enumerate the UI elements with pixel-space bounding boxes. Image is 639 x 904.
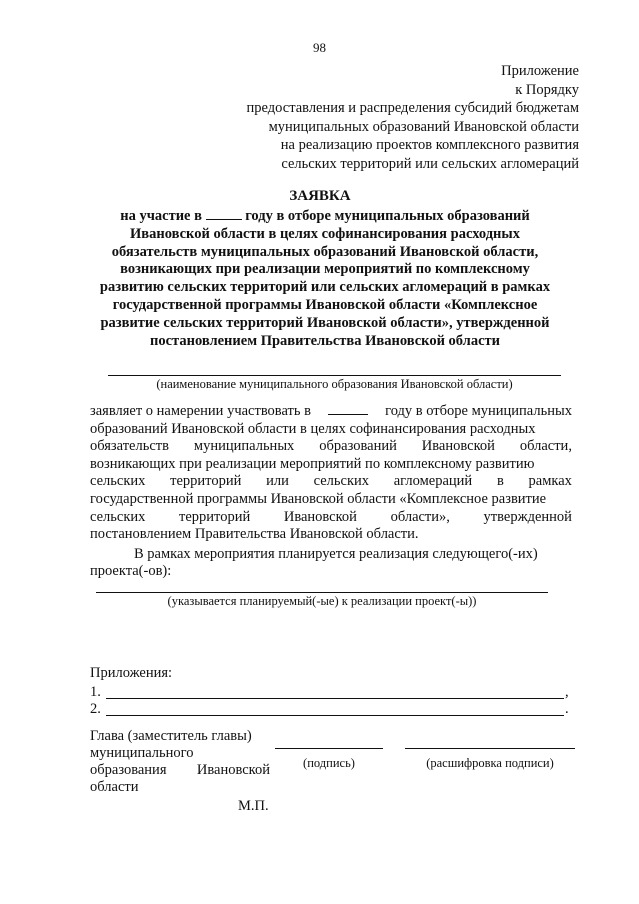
signature-decode-caption: (расшифровка подписи) bbox=[426, 756, 554, 770]
body-word: Ивановской bbox=[421, 438, 495, 455]
body-word: сельских bbox=[90, 508, 146, 525]
year-blank bbox=[206, 208, 242, 220]
signatory-line: области bbox=[90, 779, 139, 795]
appendix-line: муниципальных образований Ивановской области bbox=[268, 118, 579, 135]
subtitle-line: развитию сельских территорий или сельских агломераций в рамках bbox=[99, 279, 551, 296]
body-word: обязательств bbox=[90, 438, 169, 455]
signatory-word: образования bbox=[90, 762, 167, 778]
appendix-line: к Порядку bbox=[515, 81, 579, 98]
signature-decode-line bbox=[405, 748, 575, 749]
body-word: агломераций bbox=[393, 473, 473, 490]
body-line: возникающих при реализации мероприятий по комплексному развитию bbox=[90, 455, 535, 472]
subtitle-line: развитие сельских территорий Ивановской области», утвержденной bbox=[100, 314, 550, 331]
attachment-end: . bbox=[565, 701, 569, 717]
project-name-line bbox=[96, 592, 548, 593]
body-line: В рамках мероприятия планируется реализация следующего(-их) bbox=[134, 545, 538, 562]
body-word: рамках bbox=[528, 473, 572, 490]
attachment-number: 2. bbox=[90, 701, 101, 717]
appendix-header bbox=[247, 62, 579, 173]
page-number: 98 bbox=[313, 40, 326, 55]
body-line bbox=[90, 473, 572, 491]
signatory-line: муниципального bbox=[90, 745, 194, 761]
signatory-title bbox=[90, 728, 270, 796]
body-word: или bbox=[266, 473, 289, 490]
body-line bbox=[90, 509, 572, 527]
subtitle-line: возникающих при реализации мероприятий по комплексному bbox=[120, 261, 530, 278]
body-line bbox=[90, 403, 572, 421]
signatory-word: Ивановской bbox=[196, 762, 270, 778]
appendix-line: предоставления и распределения субсидий бюджетам bbox=[246, 100, 579, 116]
body-text: заявляет о намерении участвовать в bbox=[90, 403, 311, 419]
year-blank bbox=[328, 403, 368, 415]
appendix-line: на реализацию проектов комплексного развития bbox=[280, 137, 579, 153]
signature-caption: (подпись) bbox=[303, 756, 355, 770]
document-title: ЗАЯВКА bbox=[289, 188, 351, 204]
body-word: сельских bbox=[90, 473, 146, 490]
stamp-place: М.П. bbox=[238, 798, 269, 814]
body-word: территорий bbox=[170, 473, 242, 490]
body-word: муниципальных bbox=[193, 438, 295, 455]
municipality-caption: (наименование муниципального образования Ивановской области) bbox=[156, 377, 513, 391]
body-line: постановлением Правительства Ивановской области. bbox=[90, 526, 419, 543]
body-word: образований bbox=[319, 438, 397, 455]
body-text: году в отборе муниципальных bbox=[385, 403, 572, 419]
body-word: утвержденной bbox=[483, 508, 572, 525]
signatory-line bbox=[90, 762, 270, 779]
attachment-line-2 bbox=[106, 715, 564, 716]
body-word: территорий bbox=[179, 508, 251, 525]
attachments-label: Приложения: bbox=[90, 665, 173, 681]
body-word: Ивановской bbox=[283, 508, 357, 525]
body-word: области, bbox=[519, 438, 572, 455]
attachment-end: , bbox=[565, 684, 569, 700]
body-word: в bbox=[496, 473, 504, 490]
document-subtitle bbox=[90, 208, 560, 350]
project-caption: (указывается планируемый(-ые) к реализации проект(-ы)) bbox=[167, 594, 477, 608]
body-line: государственной программы Ивановской области «Комплексное развитие bbox=[90, 490, 547, 507]
appendix-line: Приложение bbox=[501, 63, 579, 79]
body-word: сельских bbox=[313, 473, 369, 490]
attachment-number: 1. bbox=[90, 684, 101, 700]
appendix-line: сельских территорий или сельских агломераций bbox=[281, 155, 579, 172]
municipality-name-line bbox=[108, 375, 561, 376]
subtitle-line: постановлением Правительства Ивановской области bbox=[150, 332, 500, 349]
subtitle-line: обязательств муниципальных образований Ивановской области, bbox=[111, 243, 539, 260]
subtitle-line bbox=[90, 208, 560, 226]
subtitle-line: Ивановской области в целях софинансирования расходных bbox=[130, 225, 520, 242]
signatory-line: Глава (заместитель главы) bbox=[90, 728, 252, 744]
attachment-line-1 bbox=[106, 698, 564, 699]
application-body bbox=[90, 403, 572, 581]
body-line bbox=[90, 438, 572, 456]
subtitle-text: на участие в bbox=[120, 208, 202, 224]
body-line: проекта(-ов): bbox=[90, 563, 172, 580]
body-line: образований Ивановской области в целях софинансирования расходных bbox=[90, 420, 536, 437]
signature-line bbox=[275, 748, 383, 749]
body-word: области», bbox=[390, 508, 450, 525]
subtitle-line: государственной программы Ивановской области «Комплексное bbox=[112, 296, 538, 313]
subtitle-text: году в отборе муниципальных образований bbox=[245, 208, 530, 224]
